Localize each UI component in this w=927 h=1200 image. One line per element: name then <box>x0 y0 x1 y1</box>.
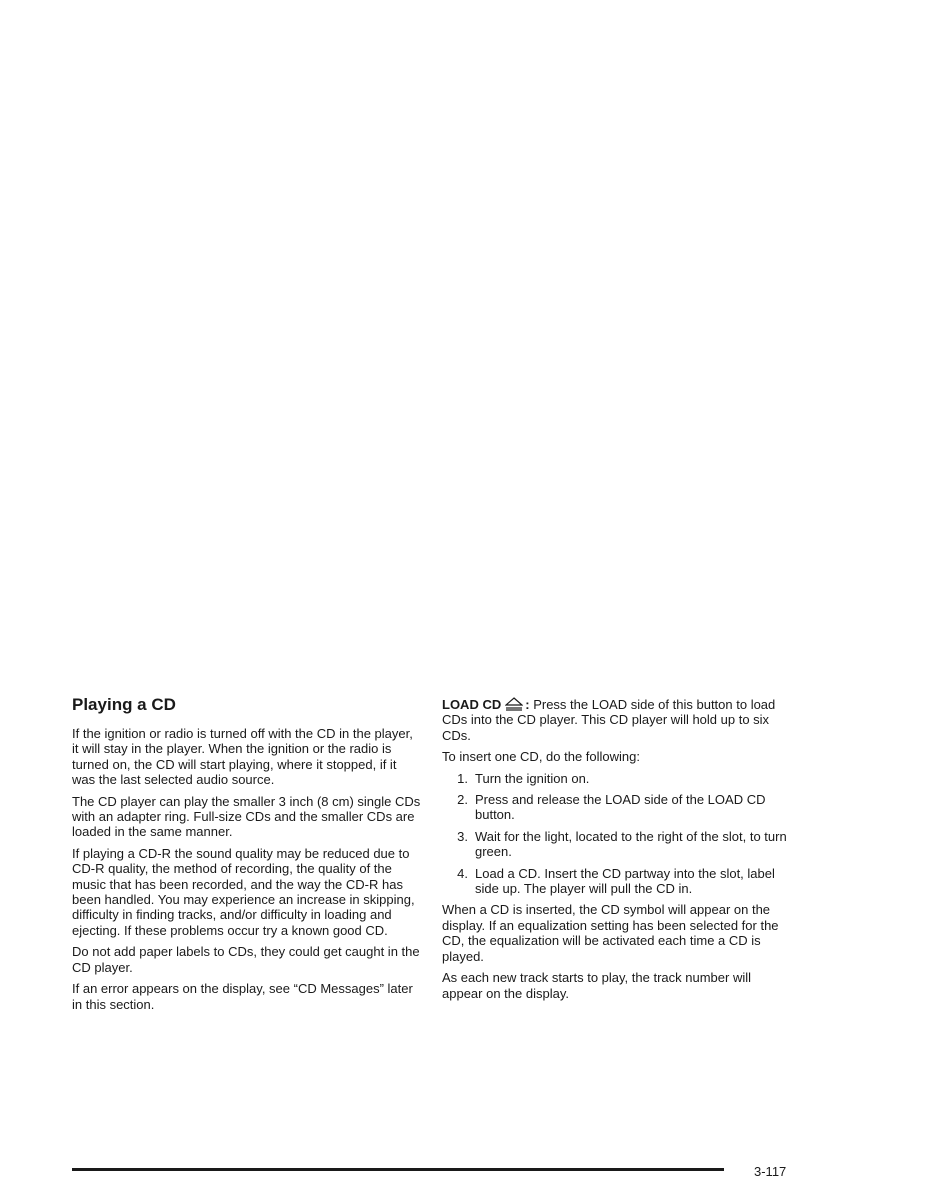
list-item <box>442 792 792 823</box>
list-item <box>442 866 792 897</box>
paragraph: If an error appears on the display, see “CD Messages” later in this section. <box>72 981 413 1012</box>
load-cd-colon: : <box>525 697 530 712</box>
eject-icon <box>505 697 523 711</box>
step-text <box>468 866 792 897</box>
step-text-content: Load a CD. Insert the CD partway into the slot, label side up. The player will pull the CD in. <box>475 865 775 897</box>
paragraph: Do not add paper labels to CDs, they could get caught in the CD player. <box>72 944 420 975</box>
paragraph: If the ignition or radio is turned off with the CD in the player, it will stay in the player. When the ignition or the radio is turned on, the CD will start playing, where it stopped, if it was the last selected audio source. <box>72 726 413 788</box>
step-number: 2. <box>457 792 468 808</box>
load-cd-paragraph <box>442 697 792 743</box>
list-item <box>442 829 792 860</box>
paragraph: As each new track starts to play, the track number will appear on the display. <box>442 970 751 1001</box>
step-text-content: Press and release the LOAD side of the LOAD CD button. <box>475 792 766 823</box>
section-heading: Playing a CD <box>72 695 176 714</box>
page-number: 3-117 <box>754 1164 787 1179</box>
paragraph: When a CD is inserted, the CD symbol will appear on the display. If an equalization setting has been selected for the CD, the equalization will be activated each time a CD is played. <box>442 902 779 964</box>
load-cd-text: Press the LOAD side of this button to load CDs into the CD player. This CD player will hold up to six CDs. <box>442 697 776 743</box>
step-text <box>468 771 792 786</box>
step-number: 4. <box>457 865 468 881</box>
paragraph: If playing a CD-R the sound quality may be reduced due to CD-R quality, the method of recording, the quality of the music that has been recorded, and the way the CD-R has been handled. You may experience an increase in skipping, difficulty in finding tracks, and/or difficulty in loading and ejecting. If these problems occur try a known good CD. <box>72 845 415 938</box>
right-column <box>442 697 792 1007</box>
step-number: 3. <box>457 828 468 844</box>
step-text-content: Turn the ignition on. <box>475 770 590 786</box>
paragraph: The CD player can play the smaller 3 inch (8 cm) single CDs with an adapter ring. Full-size CDs and the smaller CDs are loaded in the same manner. <box>72 793 421 840</box>
step-text <box>468 792 792 823</box>
step-number: 1. <box>457 770 468 786</box>
left-column <box>72 695 422 1018</box>
step-text <box>468 829 792 860</box>
list-item <box>442 771 792 786</box>
load-cd-label: LOAD CD <box>442 697 502 712</box>
footer-rule <box>72 1168 724 1171</box>
steps-intro: To insert one CD, do the following: <box>442 749 640 765</box>
steps-list <box>442 771 792 897</box>
step-text-content: Wait for the light, located to the right of the slot, to turn green. <box>475 828 787 860</box>
